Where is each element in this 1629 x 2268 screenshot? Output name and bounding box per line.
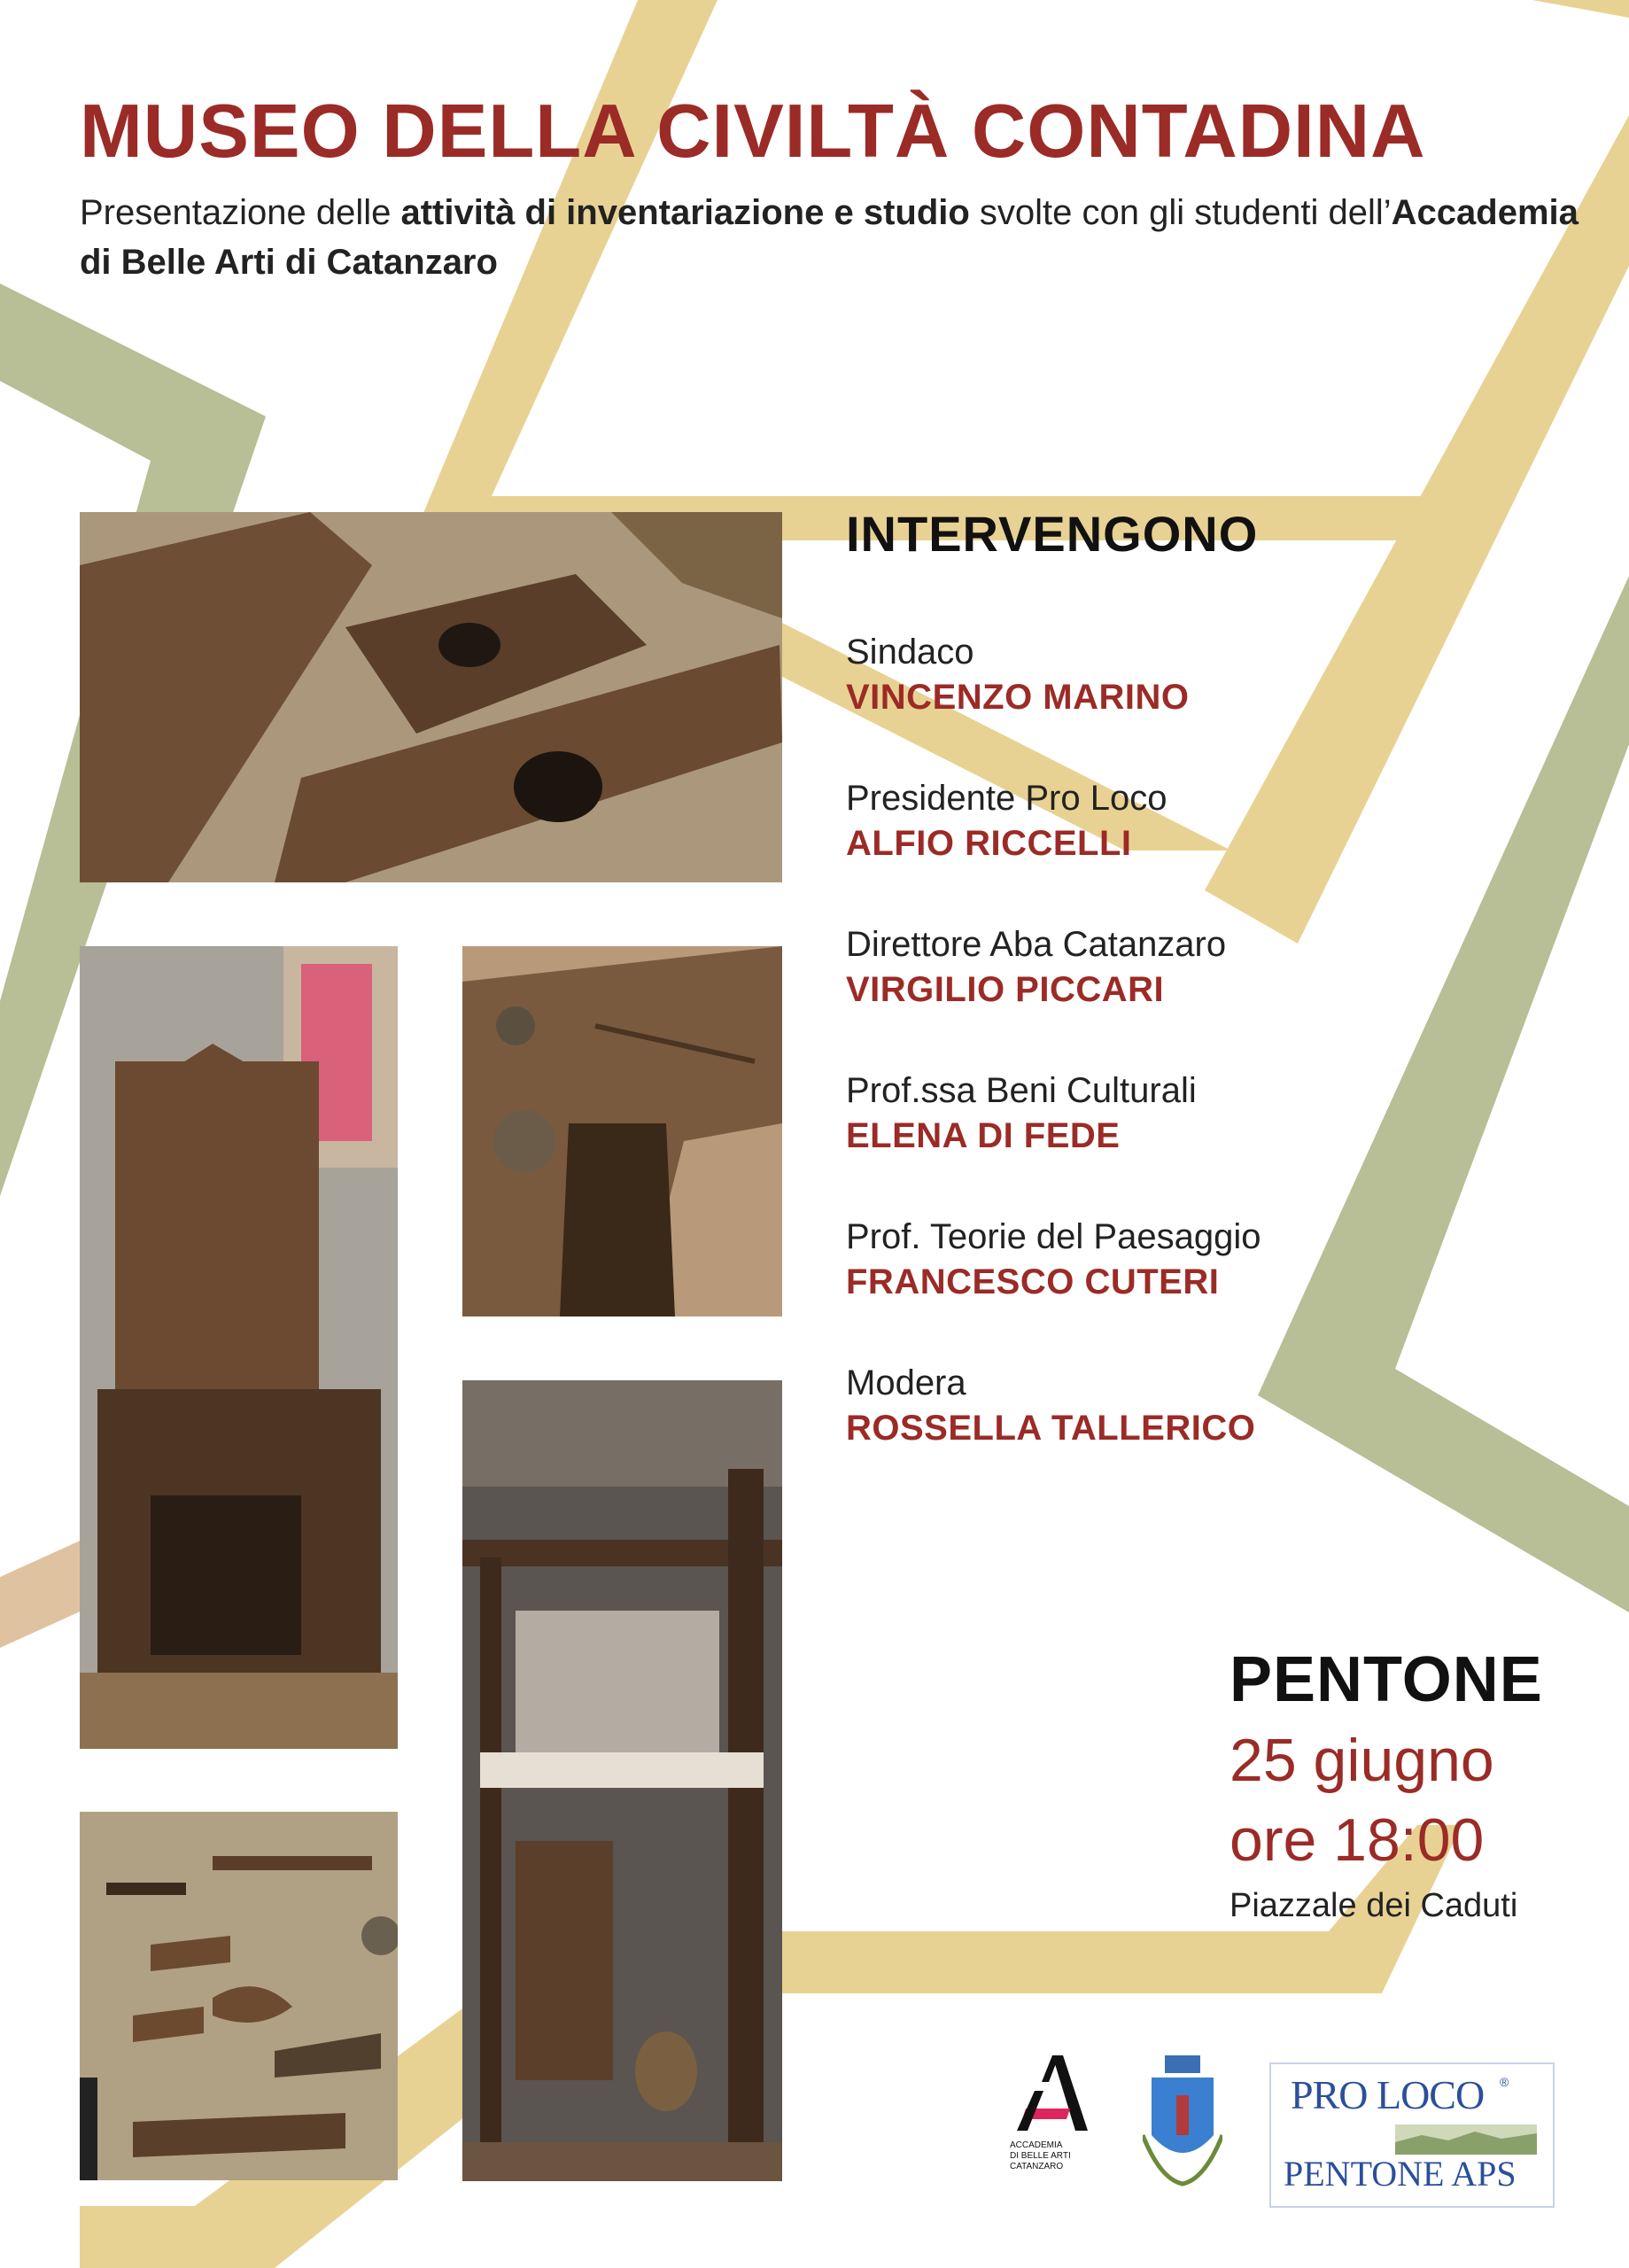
- crest-icon: [1143, 2055, 1222, 2188]
- photo-carved-wood: [462, 946, 782, 1317]
- speaker-role: Prof. Teorie del Paesaggio: [846, 1217, 1261, 1256]
- event-location: Piazzale dei Caduti: [1230, 1887, 1518, 1924]
- speaker-6: [846, 1362, 1255, 1452]
- speaker-role: Modera: [846, 1363, 966, 1402]
- proloco-pentone-logo: [1269, 2062, 1555, 2208]
- speaker-role: Prof.ssa Beni Culturali: [846, 1071, 1197, 1110]
- speaker-3: [846, 923, 1226, 1014]
- speaker-2: [846, 777, 1167, 867]
- page-title: MUSEO DELLA CIVILTÀ CONTADINA: [80, 89, 1426, 174]
- speaker-1: [846, 631, 1190, 721]
- photo-wooden-box: [80, 946, 398, 1749]
- event-time: ore 18:00: [1230, 1806, 1485, 1874]
- aba-a-icon: [1017, 2055, 1088, 2135]
- speaker-role: Sindaco: [846, 633, 974, 672]
- town-skyline-icon: [1395, 2124, 1537, 2155]
- photo-loom: [462, 1380, 782, 2181]
- proloco-subtitle: PENTONE APS: [1284, 2154, 1517, 2194]
- aba-catanzaro-logo: [1010, 2055, 1107, 2206]
- yellow-zigzag-upper: [1532, 0, 1629, 18]
- proloco-registered: ®: [1500, 2075, 1509, 2089]
- photo-tools-burlap: [80, 1812, 398, 2180]
- aba-caption: ACCADEMIA DI BELLE ARTI CATANZARO: [1010, 2140, 1071, 2171]
- photo-hammers: [80, 512, 782, 882]
- speaker-role: Direttore Aba Catanzaro: [846, 925, 1227, 964]
- speaker-5: [846, 1216, 1261, 1306]
- speaker-role: Presidente Pro Loco: [846, 779, 1167, 818]
- speaker-name: FRANCESCO CUTERI: [846, 1262, 1220, 1301]
- speakers-heading: INTERVENGONO: [846, 506, 1259, 562]
- speaker-name: VINCENZO MARINO: [846, 678, 1190, 717]
- speaker-name: ALFIO RICCELLI: [846, 824, 1132, 863]
- proloco-title: PRO LOCO: [1291, 2072, 1485, 2117]
- speaker-name: VIRGILIO PICCARI: [846, 970, 1165, 1009]
- speaker-name: ROSSELLA TALLERICO: [846, 1409, 1256, 1448]
- event-place: PENTONE: [1230, 1644, 1543, 1715]
- event-date: 25 giugno: [1230, 1727, 1494, 1794]
- speaker-name: ELENA DI FEDE: [846, 1116, 1121, 1155]
- page-subtitle: Presentazione delle attività di inventariazione e studio svolte con gli studenti dell’Accademia di Belle Arti di Catanzaro: [80, 193, 1579, 282]
- speaker-4: [846, 1069, 1197, 1160]
